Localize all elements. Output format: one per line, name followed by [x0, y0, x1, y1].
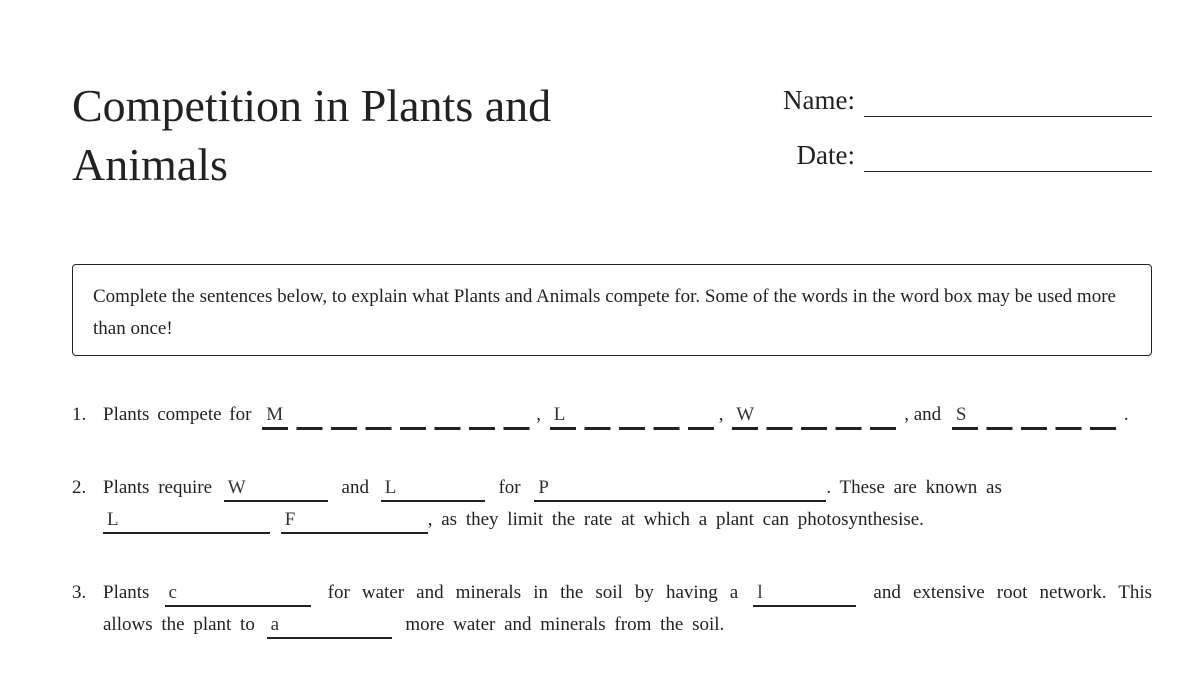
answer-blank[interactable]: S [952, 403, 1120, 430]
name-label: Name: [783, 85, 855, 115]
name-field[interactable] [864, 78, 1152, 117]
question-text: for [498, 477, 521, 498]
question-text: Plants [103, 582, 150, 603]
worksheet-title: Competition in Plants and Animals [72, 80, 552, 190]
answer-blank[interactable]: F [281, 508, 428, 534]
question-text: . These are known as [826, 477, 1002, 498]
question-text: and extensive root network. This allows the plant to [103, 582, 1153, 635]
date-field[interactable] [864, 133, 1152, 172]
question-text: more water and minerals from the soil. [405, 614, 725, 635]
answer-blank[interactable]: W [732, 403, 902, 430]
question-2 [72, 472, 1152, 536]
question-text: Plants require [103, 477, 213, 498]
question-number: 3. [72, 582, 87, 603]
answer-blank[interactable]: P [534, 476, 826, 502]
question-body [103, 472, 1152, 536]
date-label: Date: [796, 140, 855, 170]
question-text: , as they limit the rate at which a plant can photosynthesise. [427, 509, 924, 530]
question-text: , [718, 404, 724, 425]
answer-blank[interactable]: a [267, 613, 392, 639]
date-row [700, 133, 1152, 172]
answer-blank[interactable]: M [262, 403, 536, 430]
answer-blank[interactable]: c [165, 581, 311, 607]
answer-blank[interactable]: L [550, 403, 719, 430]
question-body [103, 577, 1152, 641]
question-text: , and [904, 404, 942, 425]
answer-blank[interactable]: L [381, 476, 485, 502]
question-number: 1. [72, 404, 87, 425]
question-body [103, 399, 1152, 431]
question-text: Plants compete for [103, 404, 252, 425]
question-text: for water and minerals in the soil by having a [327, 582, 739, 603]
question-1 [72, 399, 1152, 431]
question-text: , [536, 404, 541, 425]
answer-blank[interactable]: W [224, 476, 328, 502]
question-text: . [1123, 404, 1129, 425]
answer-blank[interactable]: L [103, 508, 270, 534]
answer-blank[interactable]: l [753, 581, 856, 607]
instructions-box: Complete the sentences below, to explain what Plants and Animals compete for. Some of the words in the word box may be used more than once! [72, 264, 1152, 356]
question-number: 2. [72, 477, 87, 498]
question-text: and [341, 477, 369, 498]
question-3 [72, 577, 1152, 641]
name-row [700, 78, 1152, 117]
